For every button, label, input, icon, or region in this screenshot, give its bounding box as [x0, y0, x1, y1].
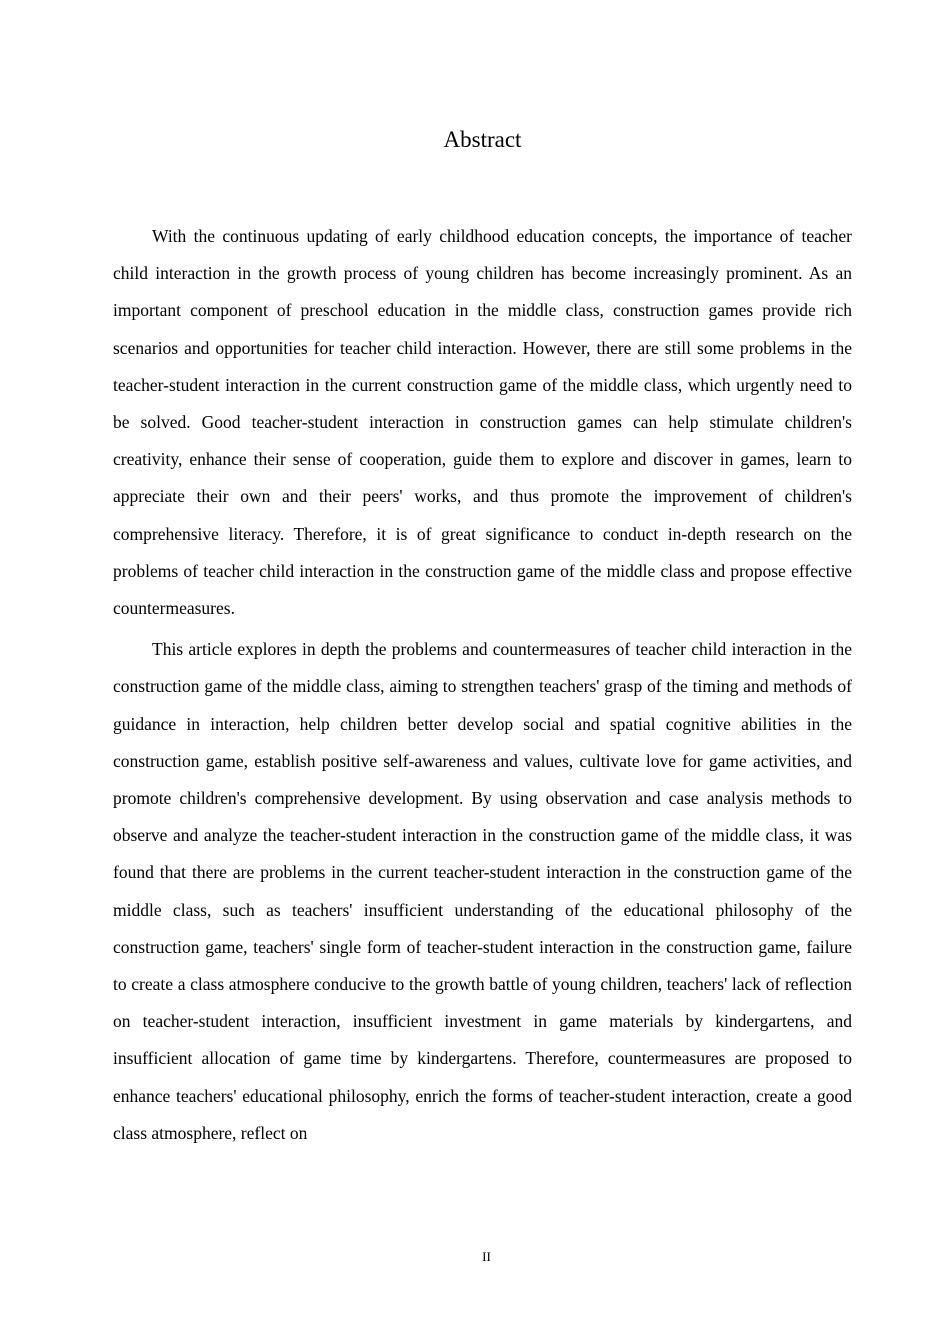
abstract-body	[113, 218, 852, 1156]
abstract-paragraph-2: This article explores in depth the problems and countermeasures of teacher child interaction in the construction game of the middle class, aiming to strengthen teachers' grasp of the timing and methods of guidance in interaction, help children better develop social and spatial cognitive abilities in the construction game, establish positive self-awareness and values, cultivate love for game activities, and promote children's comprehensive development. By using observation and case analysis methods to observe and analyze the teacher-student interaction in the construction game of the middle class, it was found that there are problems in the current teacher-student interaction in the construction game of the middle class, such as teachers' insufficient understanding of the educational philosophy of the construction game, teachers' single form of teacher-student interaction in the construction game, failure to create a class atmosphere conducive to the growth battle of young children, teachers' lack of reflection on teacher-student interaction, insufficient investment in game materials by kindergartens, and insufficient allocation of game time by kindergartens. Therefore, countermeasures are proposed to enhance teachers' educational philosophy, enrich the forms of teacher-student interaction, create a good class atmosphere, reflect on	[113, 639, 852, 1143]
page-number: II	[482, 1249, 491, 1264]
abstract-paragraph-1: With the continuous updating of early childhood education concepts, the importance of teacher child interaction in the growth process of young children has become increasingly prominent. As an important component of preschool education in the middle class, construction games provide rich scenarios and opportunities for teacher child interaction. However, there are still some problems in the teacher-student interaction in the current construction game of the middle class, which urgently need to be solved. Good teacher-student interaction in construction games can help stimulate children's creativity, enhance their sense of cooperation, guide them to explore and discover in games, learn to appreciate their own and their peers' works, and thus promote the improvement of children's comprehensive literacy. Therefore, it is of great significance to conduct in-depth research on the problems of teacher child interaction in the construction game of the middle class and propose effective countermeasures.	[113, 226, 852, 619]
page-title: Abstract	[443, 127, 522, 152]
